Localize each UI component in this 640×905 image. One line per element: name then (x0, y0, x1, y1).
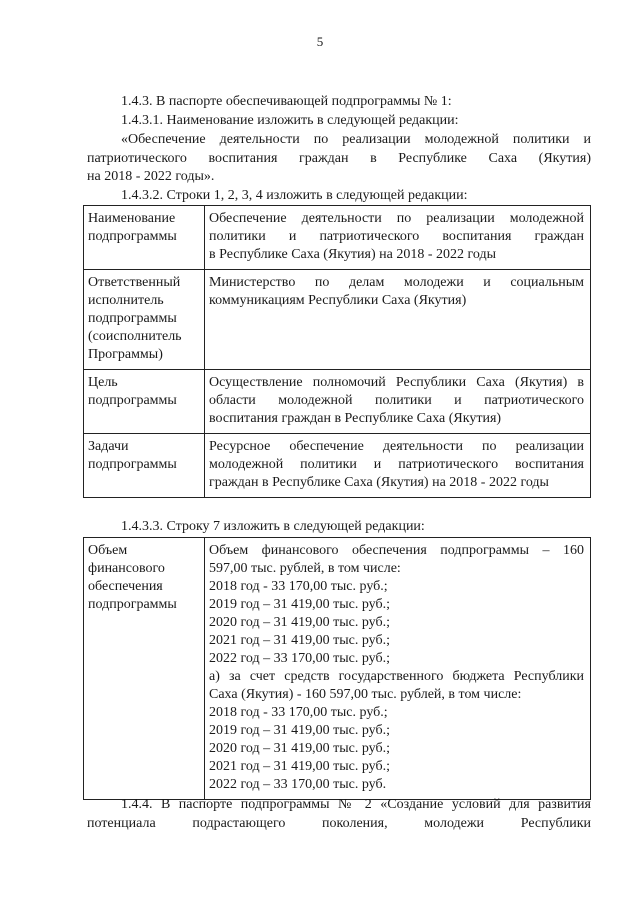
value-line: 597,00 тыс. рублей, в том числе: (209, 561, 401, 576)
row-label-cell (84, 370, 205, 434)
value-line: 2022 год – 33 170,00 тыс. руб. (209, 777, 387, 792)
row-value-cell (205, 370, 591, 434)
label-line: Задачи (88, 439, 129, 454)
value-line: 2019 год – 31 419,00 тыс. руб.; (209, 723, 390, 738)
section-1-4-3-2-heading: 1.4.3.2. Строки 1, 2, 3, 4 изложить в следующей редакции: (121, 188, 468, 203)
value-line: молодежной политики и патриотического воспитания (209, 457, 584, 472)
label-line: Ответственный (88, 275, 181, 290)
value-line: коммуникациям Республики Саха (Якутия) (209, 293, 467, 308)
row-label-cell (84, 434, 205, 498)
label-line: Объем (88, 543, 128, 558)
quote-line-2: патриотического воспитания граждан в Республике Саха (Якутия) (87, 151, 591, 166)
value-line: 2018 год - 33 170,00 тыс. руб.; (209, 705, 388, 720)
table-row (84, 538, 591, 800)
label-line: исполнитель (88, 293, 164, 308)
section-1-4-3-1-heading: 1.4.3.1. Наименование изложить в следующей редакции: (121, 113, 459, 128)
row-value-cell (205, 270, 591, 370)
value-line: в Республике Саха (Якутия) на 2018 - 2022 годы (209, 247, 496, 262)
value-line: 2021 год – 31 419,00 тыс. руб.; (209, 759, 390, 774)
value-line: Саха (Якутия) - 160 597,00 тыс. рублей, в том числе: (209, 687, 522, 702)
label-line: подпрограммы (88, 457, 177, 472)
value-line: 2021 год – 31 419,00 тыс. руб.; (209, 633, 390, 648)
table-row (84, 434, 591, 498)
table-row (84, 206, 591, 270)
section-1-4-4-line-2: потенциала подрастающего поколения, молодежи Республики (87, 816, 591, 831)
section-1-4-4-line-1: 1.4.4. В паспорте подпрограммы № 2 «Создание условий для развития (121, 797, 591, 812)
value-line: Обеспечение деятельности по реализации молодежной (209, 211, 584, 226)
value-line: 2022 год – 33 170,00 тыс. руб.; (209, 651, 390, 666)
value-line: политики и патриотического воспитания граждан (209, 229, 584, 244)
passport-table-rows-1-4 (83, 205, 591, 498)
row-value-cell (205, 206, 591, 270)
section-1-4-3-heading: 1.4.3. В паспорте обеспечивающей подпрограммы № 1: (121, 94, 452, 109)
row-label-cell (84, 270, 205, 370)
page-number: 5 (316, 34, 324, 49)
value-line: 2020 год – 31 419,00 тыс. руб.; (209, 741, 390, 756)
value-line: Ресурсное обеспечение деятельности по реализации (209, 439, 584, 454)
label-line: Наименование (88, 211, 176, 226)
table-row (84, 270, 591, 370)
label-line: финансового (88, 561, 165, 576)
label-line: подпрограммы (88, 229, 177, 244)
value-line: граждан в Республике Саха (Якутия) на 2018 - 2022 годы (209, 475, 549, 490)
value-line: 2019 год – 31 419,00 тыс. руб.; (209, 597, 390, 612)
quote-line-3: на 2018 - 2022 годы». (87, 169, 215, 184)
value-line: а) за счет средств государственного бюджета Республики (209, 669, 584, 684)
label-line: подпрограммы (88, 393, 177, 408)
label-line: подпрограммы (88, 311, 177, 326)
label-line: Программы) (88, 347, 163, 362)
label-line: (соисполнитель (88, 329, 182, 344)
row-label-cell (84, 206, 205, 270)
label-line: Цель (88, 375, 118, 390)
table-row (84, 370, 591, 434)
value-line: Министерство по делам молодежи и социальным (209, 275, 584, 290)
row-label-cell (84, 538, 205, 800)
quote-line-1: «Обеспечение деятельности по реализации молодежной политики и (121, 132, 591, 147)
label-line: подпрограммы (88, 597, 177, 612)
value-line: воспитания граждан в Республике Саха (Якутия) (209, 411, 502, 426)
value-line: Объем финансового обеспечения подпрограммы – 160 (209, 543, 584, 558)
row-value-cell (205, 538, 591, 800)
section-1-4-3-3-heading: 1.4.3.3. Строку 7 изложить в следующей редакции: (121, 519, 425, 534)
value-line: области молодежной политики и патриотического (209, 393, 584, 408)
value-line: Осуществление полномочий Республики Саха (Якутия) в (209, 375, 584, 390)
value-line: 2020 год – 31 419,00 тыс. руб.; (209, 615, 390, 630)
row-value-cell (205, 434, 591, 498)
value-line: 2018 год - 33 170,00 тыс. руб.; (209, 579, 388, 594)
label-line: обеспечения (88, 579, 163, 594)
passport-table-row-7 (83, 537, 591, 800)
